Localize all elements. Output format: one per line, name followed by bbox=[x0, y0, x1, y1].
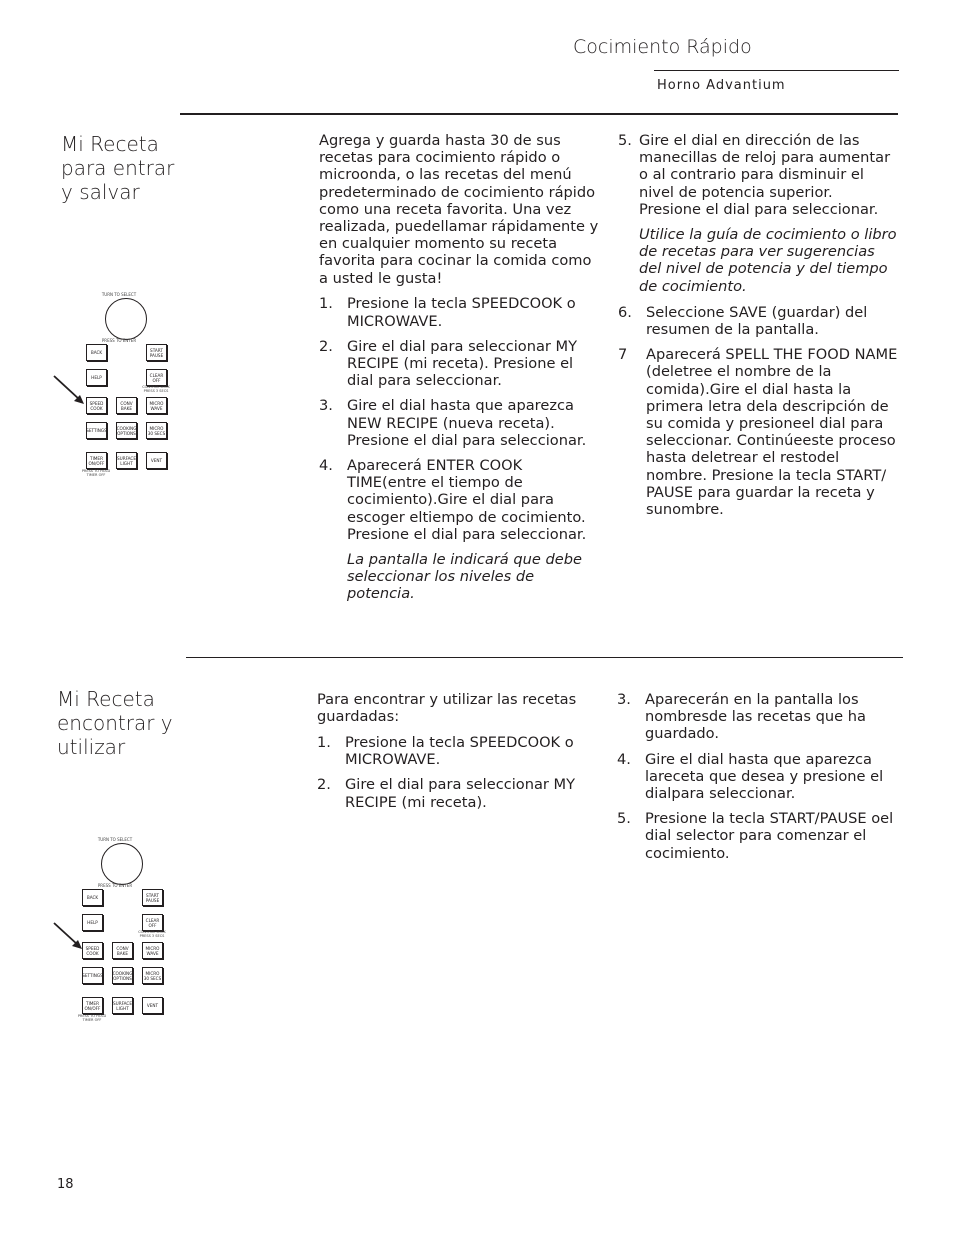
dial-top-label: TURN TO SELECT bbox=[97, 837, 133, 842]
section-title-enter-save: Mi Receta para entrar y salvar bbox=[61, 132, 175, 204]
list-item: 3. Aparecerán en la pantalla los nombresde las recetas que ha guardado. bbox=[617, 691, 866, 743]
list-item: 2. Gire el dial para seleccionar MY RECIPE (mi receta). Presione el dial para seleccionar. bbox=[319, 337, 578, 390]
control-panel-diagram-1 bbox=[80, 292, 190, 492]
control-lock-label: CONTROL LOCK PRESS 3 SECS bbox=[142, 385, 170, 393]
pointer-arrow-icon bbox=[50, 919, 90, 959]
pointer-arrow-icon bbox=[50, 372, 90, 412]
section1-steps-right bbox=[618, 304, 898, 518]
start-pause-key: START PAUSE bbox=[146, 344, 167, 361]
conv-bake-key: CONV BAKE bbox=[112, 942, 133, 959]
timer-key: TIMER ON/OFF bbox=[86, 452, 107, 469]
list-item: 1. Presione la tecla SPEEDCOOK o MICROWAVE. bbox=[317, 733, 574, 769]
list-item: 6. Seleccione SAVE (guardar) del resumen de la pantalla. bbox=[618, 303, 868, 339]
conv-bake-key: CONV BAKE bbox=[116, 397, 137, 414]
section2-steps-right bbox=[617, 691, 900, 862]
list-item: 4. Aparecerá ENTER COOK TIME(entre el tiempo de cocimiento).Gire el dial para escoger eltiempo de cocimiento. Presione el dial para seleccionar. bbox=[319, 456, 587, 543]
section-rule-2 bbox=[186, 657, 903, 658]
section1-left-column bbox=[319, 132, 601, 611]
timer-hold-label: PRESS TO HOLD TIMER OFF bbox=[81, 469, 111, 477]
microwave-key: MICRO WAVE bbox=[142, 942, 163, 959]
timer-hold-label: PRESS TO HOLD TIMER OFF bbox=[77, 1014, 107, 1022]
speed-cook-key: SPEED COOK bbox=[86, 397, 107, 414]
section1-right-column bbox=[618, 132, 898, 526]
microwave-key: MICRO WAVE bbox=[146, 397, 167, 414]
section-rule bbox=[180, 113, 898, 115]
speed-cook-key: SPEED COOK bbox=[82, 942, 103, 959]
back-key: BACK bbox=[82, 889, 103, 906]
settings-key: SETTINGS bbox=[82, 967, 103, 984]
list-item: 2. Gire el dial para seleccionar MY RECIPE (mi receta). bbox=[317, 776, 576, 811]
list-item: 5. Presione la tecla START/PAUSE oel dial selector para comenzar el cocimiento. bbox=[617, 810, 894, 862]
selector-dial bbox=[101, 843, 143, 885]
header-divider bbox=[654, 70, 899, 71]
section-title-find-use: Mi Receta encontrar y utilizar bbox=[57, 687, 173, 759]
dial-bottom-label: PRESS TO ENTER bbox=[97, 883, 133, 888]
dial-bottom-label: PRESS TO ENTER bbox=[101, 338, 137, 343]
page-number: 18 bbox=[57, 1177, 74, 1192]
settings-key: SETTINGS bbox=[86, 422, 107, 439]
help-key: HELP bbox=[86, 369, 107, 386]
help-key: HELP bbox=[82, 914, 103, 931]
start-pause-key: START PAUSE bbox=[142, 889, 163, 906]
section1-intro: Agrega y guarda hasta 30 de sus recetas para cocimiento rápido o microonda, o las recetas del menú predeterminado de cocimiento rápido como una receta favorita. Una vez realizada, puedellamar rápidamente y en cualquier momento su receta favorita para cocinar la comida como a usted le gusta! bbox=[319, 132, 599, 287]
selector-dial bbox=[105, 298, 147, 340]
back-key: BACK bbox=[86, 344, 107, 361]
section2-steps-left bbox=[317, 734, 592, 811]
list-item: 3. Gire el dial hasta que aparezca NEW RECIPE (nueva receta). Presione el dial para seleccionar. bbox=[319, 397, 587, 449]
vent-key: VENT bbox=[142, 997, 163, 1014]
micro-30-secs-key: MICRO 30 SECS bbox=[142, 967, 163, 984]
list-item: 4. Gire el dial hasta que aparezca lareceta que desea y presione el dialpara seleccionar. bbox=[617, 750, 884, 803]
cooking-options-key: COOKING OPTIONS bbox=[116, 422, 137, 439]
list-item: 7 Aparecerá SPELL THE FOOD NAME (deletree el nombre de la comida).Gire el dial hasta la primera letra dela descripción de su comida y presioneel dial para seleccionar. Continúeeste proceso hasta deletrear el restodel nombre. Presione la tecla START/ PAUSE para guardar la receta y sunombre. bbox=[618, 346, 898, 519]
section2-intro: Para encontrar y utilizar las recetas guardadas: bbox=[317, 691, 577, 726]
cooking-options-key: COOKING OPTIONS bbox=[112, 967, 133, 984]
section1-note-left: La pantalla le indicará que debe seleccionar los niveles de potencia. bbox=[347, 550, 582, 603]
micro-30-secs-key: MICRO 30 SECS bbox=[146, 422, 167, 439]
timer-key: TIMER ON/OFF bbox=[82, 997, 103, 1014]
section1-note-right: Utilice la guía de cocimiento o libro de recetas para ver sugerencias del nivel de potencia y del tiempo de cocimiento. bbox=[639, 226, 897, 295]
control-lock-label: CONTROL LOCK PRESS 3 SECS bbox=[138, 930, 166, 938]
surface-light-key: SURFACE LIGHT bbox=[112, 997, 133, 1014]
section2-left-column bbox=[317, 691, 592, 819]
vent-key: VENT bbox=[146, 452, 167, 469]
dial-top-label: TURN TO SELECT bbox=[101, 292, 137, 297]
clear-off-key: CLEAR OFF bbox=[142, 914, 163, 931]
surface-light-key: SURFACE LIGHT bbox=[116, 452, 137, 469]
list-item: 1. Presione la tecla SPEEDCOOK o MICROWAVE. bbox=[319, 295, 576, 330]
clear-off-key: CLEAR OFF bbox=[146, 369, 167, 386]
section2-right-column bbox=[617, 691, 900, 870]
header-subtitle: Horno Advantium bbox=[657, 78, 786, 93]
control-panel-diagram-2 bbox=[76, 837, 186, 1037]
section1-steps-left bbox=[319, 295, 601, 543]
list-item: 5. Gire el dial en dirección de las manecillas de reloj para aumentar o al contrario para disminuir el nivel de potencia superior. Presione el dial para seleccionar. bbox=[618, 132, 891, 218]
section-header-title: Cocimiento Rápido bbox=[573, 36, 752, 58]
